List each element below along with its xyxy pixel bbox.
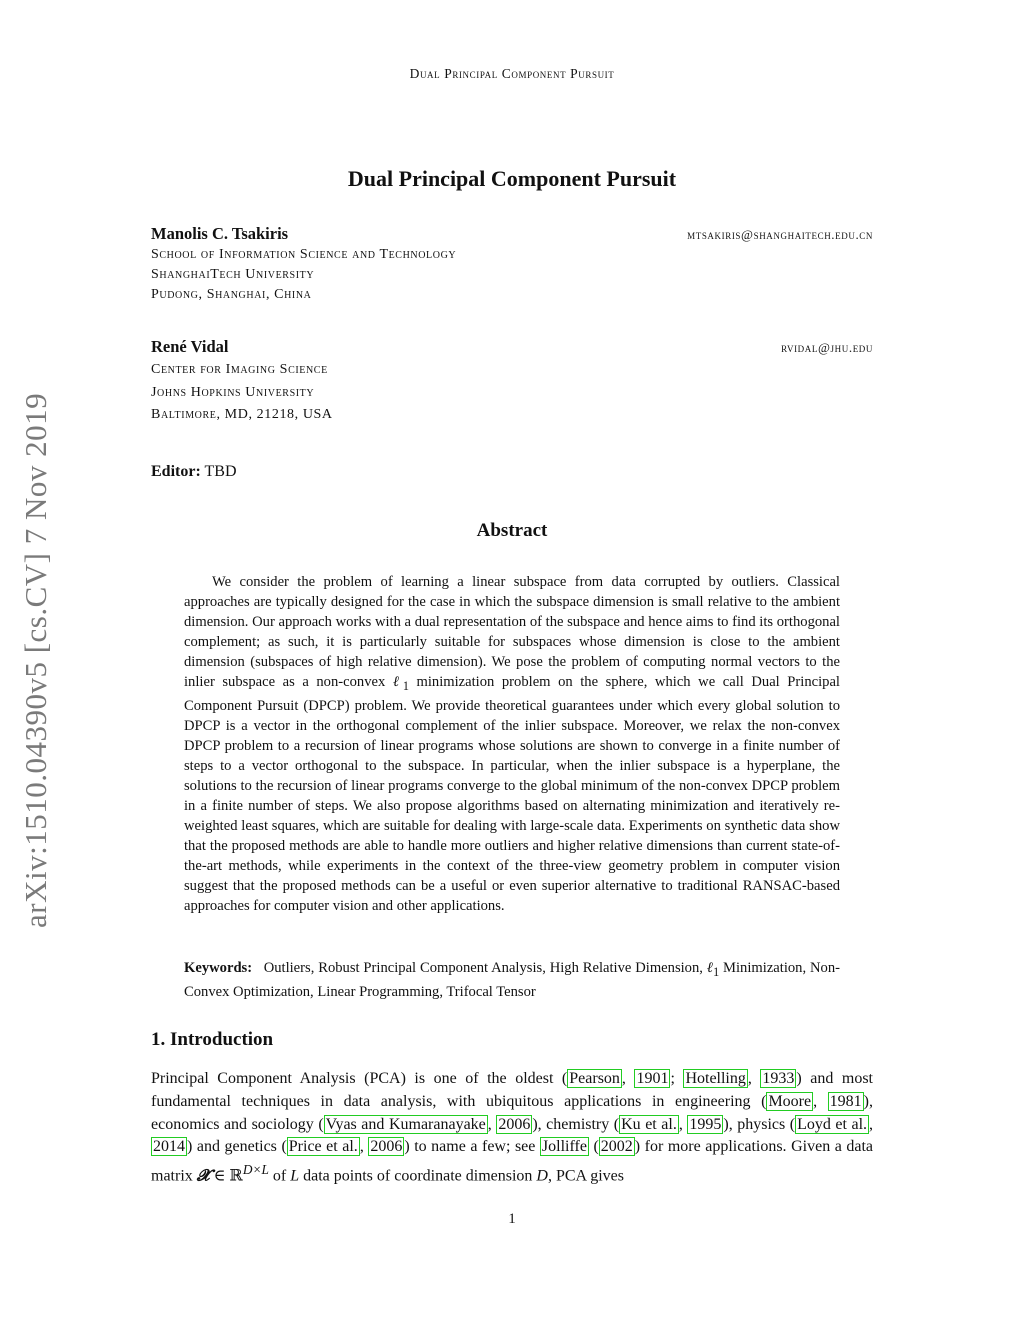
- citation-link[interactable]: Loyd et al.: [797, 1115, 868, 1133]
- abstract-text: minimization problem on the sphere, which we call Dual Principal Component Pursuit (DPCP) problem. We provide theoretical guarantees under which every global solution to DPCP is a vector in the orthogonal complement of the inlier subspace. Moreover, we relax the non-convex DPCP problem to a recursion of linear programs whose solutions are shown to converge in a finite number of steps to a vector orthogonal to the subspace. In particular, when the inlier subspace is a hyperplane, the solutions to the recursion of linear programs converge to the global minimum of the non-convex DPCP problem in a finite number of steps. We also propose algorithms based on alternating minimization and iteratively re-weighted least squares, which are suitable for dealing with large-scale data. Experiments on synthetic data show that the proposed methods are able to handle more outliers and higher relative dimensions than current state-of-the-art methods, while experiments in the context of the three-view geometry problem in computer vision suggest that the proposed methods can be a useful or even superior alternative to traditional RANSAC-based approaches for computer vision and other applications.: [184, 674, 840, 914]
- math-membership: ∈ ℝ: [209, 1167, 243, 1185]
- citation-link[interactable]: 2002: [600, 1138, 633, 1156]
- intro-text: ), economics and sociology (: [151, 1092, 873, 1133]
- intro-text: ;: [670, 1070, 684, 1087]
- editor-value: TBD: [204, 463, 237, 480]
- author-2-affiliation-line: Baltimore, MD, 21218, USA: [151, 407, 333, 422]
- citation-link[interactable]: Vyas and Kumaranayake: [325, 1115, 486, 1133]
- citation-link[interactable]: 2006: [370, 1138, 403, 1156]
- author-email-2[interactable]: rvidal@jhu.edu: [781, 340, 873, 355]
- author-name-2: René Vidal: [151, 337, 229, 356]
- intro-text: ) and most fundamental techniques in data analysis, with ubiquitous applications in engineering (: [151, 1070, 874, 1110]
- introduction-body: [151, 1068, 873, 1188]
- intro-text: ) for more applications. Given a data matrix: [151, 1138, 873, 1185]
- intro-text: ), chemistry (: [532, 1115, 620, 1133]
- intro-text: ,: [621, 1070, 635, 1087]
- citation-link[interactable]: Jolliffe: [541, 1138, 587, 1156]
- intro-text: ,: [747, 1070, 761, 1087]
- citation-link[interactable]: 1901: [636, 1070, 669, 1087]
- math-data-matrix: 𝓧: [196, 1167, 210, 1185]
- arxiv-stamp: arXiv:1510.04390v5 [cs.CV] 7 Nov 2019: [18, 392, 53, 928]
- intro-text: of: [268, 1167, 291, 1185]
- abstract-text: We consider the problem of learning a linear subspace from data corrupted by outliers. Classical approaches are typically designed for the case in which the subspace dimension is small relative to the ambient dimension. Our approach works with a dual representation of the subspace and hence aims to find its orthogonal complement; as such, it is particularly suitable for subspaces whose dimension is close to the ambient dimension (subspaces of high relative dimension). We pose the problem of computing normal vectors to the inlier subspace as a non-convex: [184, 574, 840, 690]
- citation-link[interactable]: 1933: [762, 1070, 795, 1087]
- intro-text: data points of coordinate dimension: [299, 1167, 537, 1185]
- keywords: [184, 958, 840, 1002]
- intro-text: ) and genetics (: [187, 1138, 287, 1156]
- intro-text: Principal Component Analysis (PCA) is one of the oldest (: [151, 1070, 568, 1087]
- running-head: Dual Principal Component Pursuit: [409, 66, 615, 81]
- math-dimension-superscript: D×L: [242, 1162, 269, 1178]
- l1-symbol: ℓ: [392, 674, 403, 690]
- editor-line: [151, 463, 237, 481]
- intro-text: , PCA gives: [547, 1167, 624, 1185]
- author-email-1[interactable]: mtsakiris@shanghaitech.edu.cn: [687, 227, 873, 242]
- intro-text: ,: [359, 1138, 369, 1156]
- page-number: 1: [508, 1211, 516, 1227]
- keywords-label: Keywords:: [184, 960, 253, 976]
- author-1-affiliation-line: Pudong, Shanghai, China: [151, 287, 312, 302]
- intro-text: ,: [678, 1115, 688, 1133]
- author-1-affiliation-line: ShanghaiTech University: [151, 267, 315, 282]
- citation-link[interactable]: 2014: [153, 1138, 185, 1156]
- citation-link[interactable]: 1995: [689, 1115, 722, 1133]
- abstract-body: [184, 572, 840, 916]
- intro-text: ,: [487, 1115, 497, 1133]
- section-heading-introduction: 1. Introduction: [151, 1029, 274, 1050]
- intro-text: (: [588, 1138, 599, 1156]
- citation-link[interactable]: Hotelling: [685, 1070, 746, 1087]
- author-2-affiliation-line: Center for Imaging Science: [151, 362, 328, 377]
- citation-link[interactable]: Price et al.: [288, 1138, 358, 1156]
- intro-text: ,: [813, 1092, 828, 1110]
- intro-text: ,: [869, 1115, 874, 1133]
- math-D: D: [536, 1167, 548, 1185]
- l1-subscript: 1: [713, 964, 720, 979]
- citation-link[interactable]: Ku et al.: [621, 1115, 677, 1133]
- citation-link[interactable]: Moore: [768, 1092, 812, 1110]
- abstract-heading: Abstract: [476, 520, 548, 541]
- math-L: L: [290, 1167, 300, 1185]
- citation-link[interactable]: 2006: [498, 1115, 531, 1133]
- intro-text: ), physics (: [723, 1115, 796, 1133]
- citation-link[interactable]: 1981: [829, 1092, 862, 1110]
- citation-link[interactable]: Pearson: [569, 1070, 620, 1087]
- keywords-text: Minimization, Non-Convex Optimization, Linear Programming, Trifocal Tensor: [184, 960, 840, 1000]
- keywords-text: Outliers, Robust Principal Component Analysis, High Relative Dimension,: [263, 960, 703, 976]
- l1-symbol: ℓ: [706, 960, 714, 976]
- intro-text: ) to name a few; see: [404, 1138, 540, 1156]
- author-2-affiliation-line: Johns Hopkins University: [151, 385, 315, 400]
- paper-title: Dual Principal Component Pursuit: [347, 166, 677, 191]
- author-1-affiliation-line: School of Information Science and Technology: [151, 247, 457, 262]
- editor-label: Editor:: [151, 463, 201, 480]
- l1-subscript: 1: [402, 678, 409, 693]
- author-name-1: Manolis C. Tsakiris: [151, 224, 289, 243]
